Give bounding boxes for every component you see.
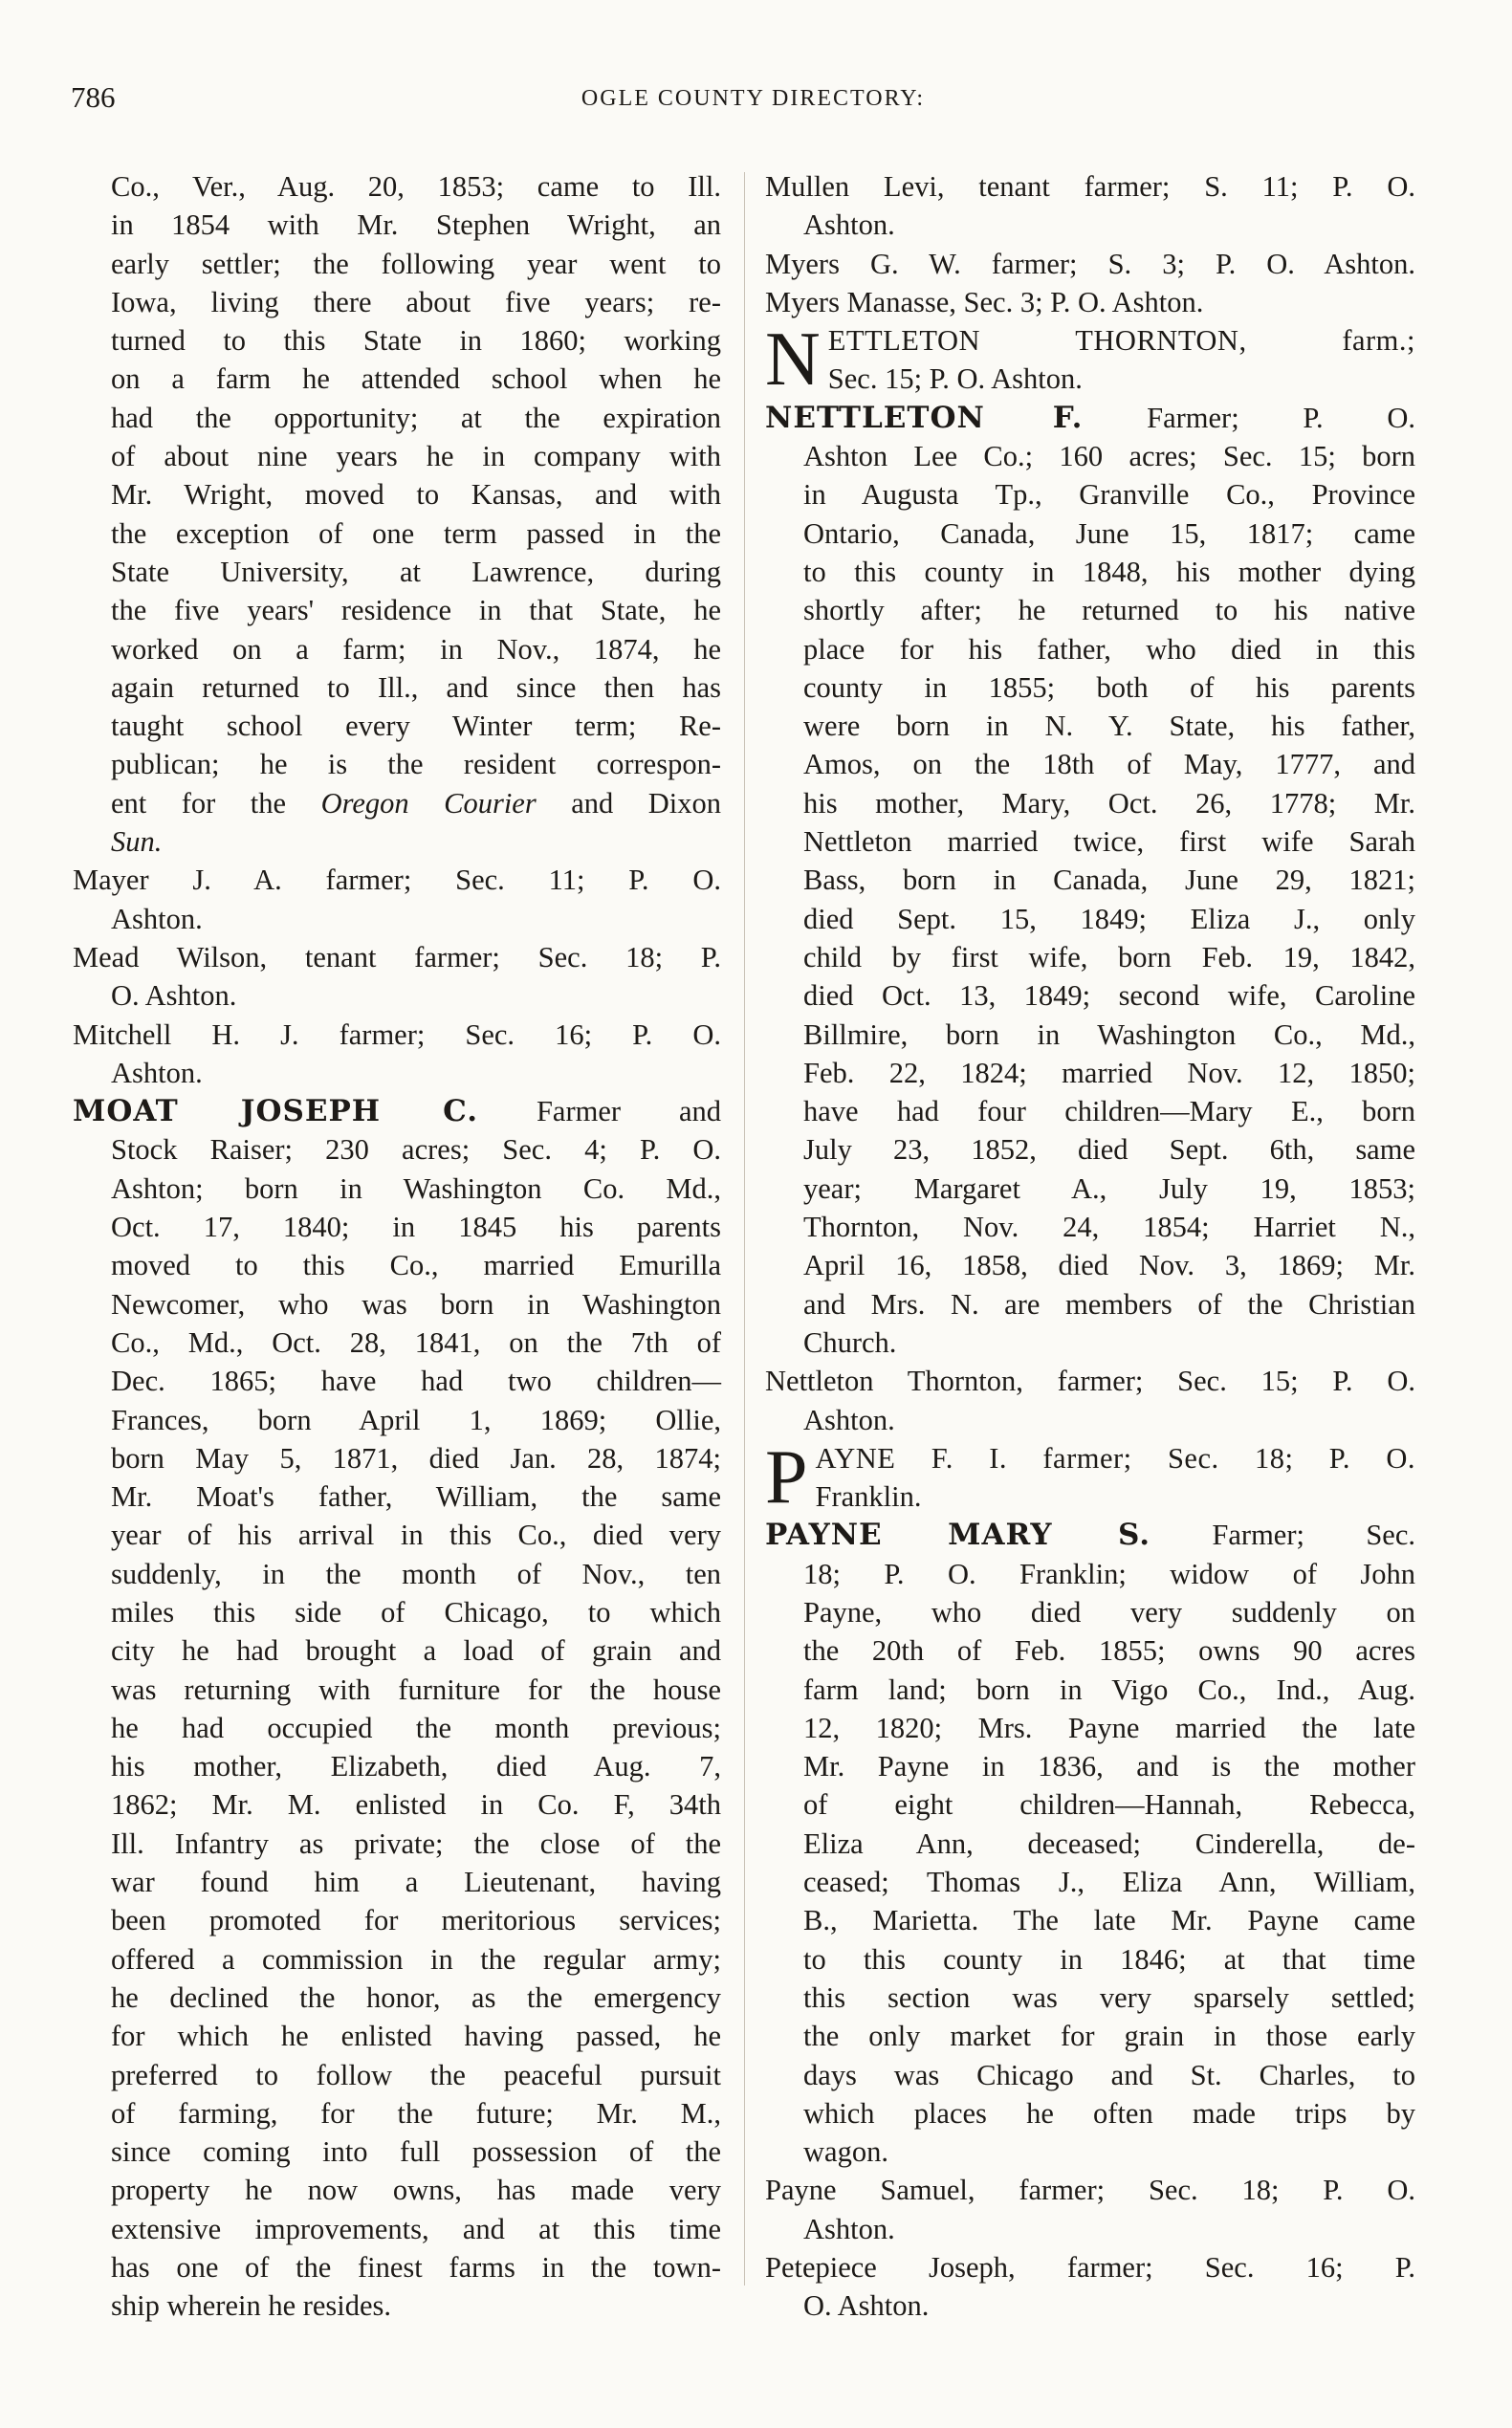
entry-line: Ashton. <box>803 208 895 242</box>
entry-line: Sec. 15; P. O. Ashton. <box>827 362 1083 396</box>
entry-line: died Oct. 13, 1849; second wife, Caroline <box>803 979 1415 1013</box>
entry-line: Church. <box>803 1325 897 1359</box>
entry-line: B., Marietta. The late Mr. Payne came <box>803 1904 1415 1937</box>
entry-line: Payne Samuel, farmer; Sec. 18; P. O. <box>765 2174 1415 2207</box>
entry-line: Ashton. <box>111 1056 203 1089</box>
entry-line: Frances, born April 1, 1869; Ollie, <box>111 1403 721 1436</box>
entry-line: Co., Md., Oct. 28, 1841, on the 7th of <box>111 1325 721 1359</box>
entry-name: PAYNE MARY S. <box>765 1518 1151 1553</box>
entry-line: died Sept. 15, 1849; Eliza J., only <box>803 902 1415 935</box>
entry-mayer <box>73 861 721 938</box>
left-column <box>73 167 721 2326</box>
entry-line: farm land; born in Vigo Co., Ind., Aug. <box>803 1673 1415 1706</box>
entry-line: Thornton, Nov. 24, 1854; Harriet N., <box>803 1211 1415 1244</box>
entry-line: preferred to follow the peaceful pursuit <box>111 2058 721 2091</box>
entry-line: State University, at Lawrence, during <box>111 555 721 588</box>
page-number: 786 <box>71 80 116 114</box>
entry-line: Amos, on the 18th of May, 1777, and <box>803 748 1415 781</box>
entry-line: moved to this Co., married Emurilla <box>111 1249 721 1282</box>
entry-line: born May 5, 1871, died Jan. 28, 1874; <box>111 1441 721 1475</box>
entry-line: O. Ashton. <box>803 2289 930 2323</box>
entry-line: Newcomer, who was born in Washington <box>111 1287 721 1321</box>
entry-line: of about nine years he in company with <box>111 440 721 473</box>
entry-line: Ashton. <box>803 2212 895 2245</box>
entry-line: he declined the honor, as the emergency <box>111 1980 721 2014</box>
entry-line: to this county in 1846; at that time <box>803 1942 1415 1976</box>
entry-line: ship wherein he resides. <box>111 2289 392 2323</box>
entry-line: county in 1855; both of his parents <box>803 670 1415 704</box>
entry-line: Oct. 17, 1840; in 1845 his parents <box>111 1211 721 1244</box>
entry-line: Ashton Lee Co.; 160 acres; Sec. 15; born <box>803 440 1415 473</box>
entry-line: 1862; Mr. M. enlisted in Co. F, 34th <box>111 1788 721 1822</box>
entry-line: MOAT JOSEPH C. Farmer and <box>73 1094 721 1129</box>
entry-line: Iowa, living there about five years; re- <box>111 285 721 318</box>
entry-line: Ontario, Canada, June 15, 1817; came <box>803 516 1415 550</box>
entry-line: taught school every Winter term; Re- <box>111 710 721 743</box>
entry-line: Sun. <box>111 825 163 859</box>
entry-line: worked on a farm; in Nov., 1874, he <box>111 632 721 666</box>
entry-nettleton-thornton <box>765 1362 1415 1439</box>
entry-line: Dec. 1865; have had two children— <box>111 1365 721 1398</box>
entry-line: was returning with furniture for the house <box>111 1673 721 1706</box>
entry-line: on a farm he attended school when he <box>111 362 721 396</box>
entry-line: extensive improvements, and at this time <box>111 2212 721 2245</box>
entry-line: the five years' residence in that State, he <box>111 594 721 627</box>
entry-line: to this county in 1848, his mother dying <box>803 555 1415 588</box>
entry-line: Petepiece Joseph, farmer; Sec. 16; P. <box>765 2251 1415 2285</box>
entry-line: were born in N. Y. State, his father, <box>803 710 1415 743</box>
entry-line: and Mrs. N. are members of the Christian <box>803 1287 1415 1321</box>
entry-line: of eight children—Hannah, Rebecca, <box>803 1788 1415 1822</box>
entry-line: Myers G. W. farmer; S. 3; P. O. Ashton. <box>765 247 1415 280</box>
right-column <box>765 167 1415 2326</box>
entry-line: which places he often made trips by <box>803 2096 1415 2130</box>
entry-line: he had occupied the month previous; <box>111 1711 721 1744</box>
entry-line: the exception of one term passed in the <box>111 516 721 550</box>
continued-entry <box>73 167 721 861</box>
entry-line: Ill. Infantry as private; the close of the <box>111 1826 721 1860</box>
entry-mitchell <box>73 1016 721 1093</box>
page-header <box>71 80 1435 119</box>
entry-line: for which he enlisted having passed, he <box>111 2020 721 2053</box>
entry-payne-f <box>765 1434 1415 1520</box>
entry-line: place for his father, who died in this <box>803 632 1415 666</box>
entry-line: Bass, born in Canada, June 29, 1821; <box>803 864 1415 897</box>
entry-payne-mary <box>765 1516 1415 2171</box>
entry-line: Mayer J. A. farmer; Sec. 11; P. O. <box>73 864 721 897</box>
entry-petepiece <box>765 2248 1415 2326</box>
entry-nettleton-thornton-farm <box>765 317 1415 403</box>
entry-line: ent for the Oregon Courier and Dixon <box>111 786 721 820</box>
entry-line: 12, 1820; Mrs. Payne married the late <box>803 1711 1415 1744</box>
entry-line: had the opportunity; at the expiration <box>111 401 721 434</box>
entry-line: Mullen Levi, tenant farmer; S. 11; P. O. <box>765 170 1415 203</box>
entry-line: Myers Manasse, Sec. 3; P. O. Ashton. <box>765 285 1204 318</box>
entry-line: Stock Raiser; 230 acres; Sec. 4; P. O. <box>111 1133 721 1167</box>
entry-line: publican; he is the resident correspon- <box>111 748 721 781</box>
entry-line: PAYNE MARY S. Farmer; Sec. <box>765 1518 1415 1553</box>
entry-line: have had four children—Mary E., born <box>803 1095 1415 1128</box>
entry-line: ETTLETON THORNTON, farm.; <box>827 324 1415 358</box>
entry-myers-gw <box>765 245 1415 283</box>
entry-line: since coming into full possession of the <box>111 2135 721 2169</box>
entry-line: offered a commission in the regular army; <box>111 1942 721 1976</box>
entry-line: the 20th of Feb. 1855; owns 90 acres <box>803 1634 1415 1668</box>
entry-line: Franklin. <box>815 1480 922 1514</box>
entry-line: his mother, Elizabeth, died Aug. 7, <box>111 1750 721 1783</box>
entry-line: 18; P. O. Franklin; widow of John <box>803 1557 1415 1590</box>
entry-line: Mead Wilson, tenant farmer; Sec. 18; P. <box>73 940 721 973</box>
entry-line: Mr. Payne in 1836, and is the mother <box>803 1750 1415 1783</box>
entry-name: MOAT JOSEPH C. <box>73 1094 479 1129</box>
entry-payne-samuel <box>765 2171 1415 2248</box>
entry-line: Nettleton married twice, first wife Sarah <box>803 825 1415 859</box>
entry-line: AYNE F. I. farmer; Sec. 18; P. O. <box>815 1441 1415 1475</box>
entry-line: this section was very sparsely settled; <box>803 1980 1415 2014</box>
drop-cap: N <box>765 317 821 403</box>
entry-line: Feb. 22, 1824; married Nov. 12, 1850; <box>803 1056 1415 1089</box>
entry-line: has one of the finest farms in the town- <box>111 2251 721 2285</box>
entry-line: Mr. Wright, moved to Kansas, and with <box>111 478 721 512</box>
entry-line: war found him a Lieutenant, having <box>111 1866 721 1899</box>
entry-line: property he now owns, has made very <box>111 2174 721 2207</box>
column-divider <box>744 172 745 2286</box>
entry-line: the only market for grain in those early <box>803 2020 1415 2053</box>
entry-mead <box>73 938 721 1016</box>
entry-line: year; Margaret A., July 19, 1853; <box>803 1171 1415 1205</box>
entry-line: turned to this State in 1860; working <box>111 324 721 358</box>
entry-line: Mr. Moat's father, William, the same <box>111 1480 721 1514</box>
entry-line: Payne, who died very suddenly on <box>803 1595 1415 1629</box>
entry-line: shortly after; he returned to his native <box>803 594 1415 627</box>
entry-nettleton-f <box>765 399 1415 1362</box>
entry-line: miles this side of Chicago, to which <box>111 1595 721 1629</box>
entry-moat <box>73 1092 721 2326</box>
entry-line: Nettleton Thornton, farmer; Sec. 15; P. O. <box>765 1365 1415 1398</box>
entry-line: days was Chicago and St. Charles, to <box>803 2058 1415 2091</box>
entry-line: Mitchell H. J. farmer; Sec. 16; P. O. <box>73 1017 721 1051</box>
entry-line: been promoted for meritorious services; <box>111 1904 721 1937</box>
entry-line: his mother, Mary, Oct. 26, 1778; Mr. <box>803 786 1415 820</box>
entry-line: in Augusta Tp., Granville Co., Province <box>803 478 1415 512</box>
entry-line: child by first wife, born Feb. 19, 1842, <box>803 940 1415 973</box>
entry-line: suddenly, in the month of Nov., ten <box>111 1557 721 1590</box>
entry-line: of farming, for the future; Mr. M., <box>111 2096 721 2130</box>
entry-line: July 23, 1852, died Sept. 6th, same <box>803 1133 1415 1167</box>
entry-line: Ashton. <box>803 1403 895 1436</box>
entry-line: April 16, 1858, died Nov. 3, 1869; Mr. <box>803 1249 1415 1282</box>
entry-myers-manasse <box>765 283 1415 321</box>
entry-line: ceased; Thomas J., Eliza Ann, William, <box>803 1866 1415 1899</box>
entry-line: city he had brought a load of grain and <box>111 1634 721 1668</box>
entry-line: in 1854 with Mr. Stephen Wright, an <box>111 208 721 242</box>
entry-line: early settler; the following year went to <box>111 247 721 280</box>
entry-line: Ashton; born in Washington Co. Md., <box>111 1171 721 1205</box>
entry-name: NETTLETON F. <box>765 400 1084 435</box>
drop-cap: P <box>765 1434 808 1520</box>
entry-line: again returned to Ill., and since then has <box>111 670 721 704</box>
entry-line: O. Ashton. <box>111 979 237 1013</box>
entry-line: Eliza Ann, deceased; Cinderella, de- <box>803 1826 1415 1860</box>
entry-line: Co., Ver., Aug. 20, 1853; came to Ill. <box>111 170 721 203</box>
entry-line: NETTLETON F. Farmer; P. O. <box>765 400 1415 435</box>
entry-mullen <box>765 167 1415 245</box>
running-title: OGLE COUNTY DIRECTORY: <box>581 86 926 111</box>
entry-line: year of his arrival in this Co., died very <box>111 1519 721 1552</box>
entry-line: wagon. <box>803 2135 888 2169</box>
entry-line: Ashton. <box>111 902 203 935</box>
entry-line: Billmire, born in Washington Co., Md., <box>803 1017 1415 1051</box>
